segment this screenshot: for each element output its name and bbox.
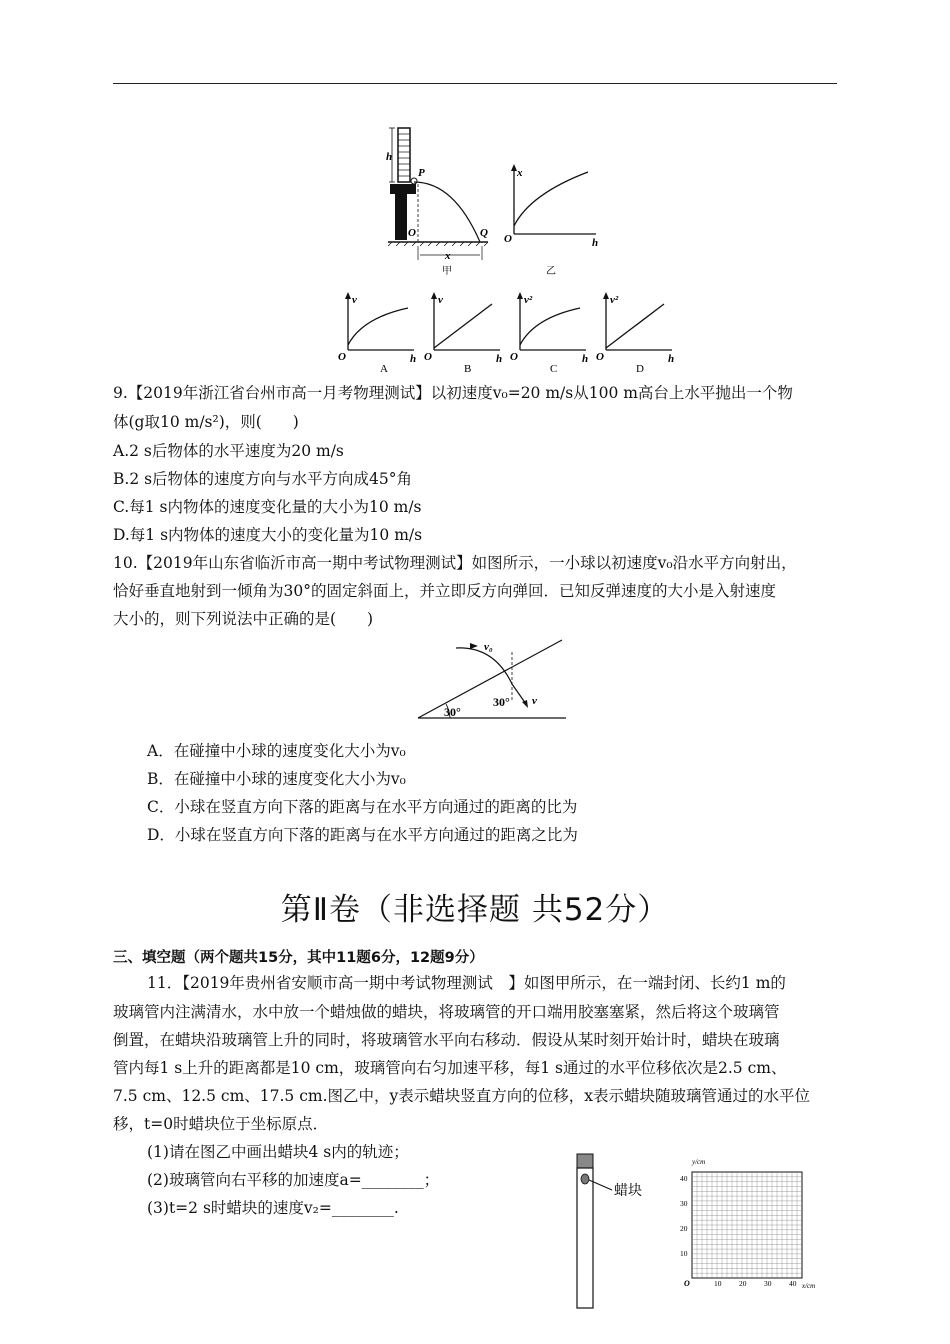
figure-tube <box>572 1152 662 1312</box>
q10-option-b: B．在碰撞中小球的速度变化大小为v₀ <box>147 770 406 788</box>
caption-yi: 乙 <box>546 266 556 277</box>
svg-text:O: O <box>338 351 346 363</box>
wax-label: 蜡块 <box>614 1184 642 1199</box>
svg-text:h: h <box>410 353 417 365</box>
q11-line6: 移，t=0时蜡块位于坐标原点． <box>113 1115 329 1133</box>
section-subheading: 三、填空题（两个题共15分，其中11题6分，12题9分） <box>113 950 484 966</box>
option-c-label: C <box>550 363 558 375</box>
q11-part3: (3)t=2 s时蜡块的速度v₂=________. <box>147 1199 399 1217</box>
option-graph-b <box>424 290 504 375</box>
svg-text:O: O <box>424 351 432 363</box>
q10-option-d: D．小球在竖直方向下落的距离与在水平方向通过的距离之比为 <box>147 826 578 844</box>
q11-line3: 倒置，在蜡块沿玻璃管上升的同时，将玻璃管水平向右移动．假设从某时刻开始计时，蜡块在玻璃 <box>113 1031 780 1049</box>
q9-stem-line1: 9.【2019年浙江省台州市高一月考物理测试】以初速度v₀=20 m/s从100 m高台上水平抛出一个物 <box>113 384 793 402</box>
figure-yi <box>504 164 604 277</box>
tube-jia <box>398 128 410 182</box>
glass-tube <box>577 1168 593 1308</box>
q10-stem-line3: 大小的，则下列说法中正确的是( ) <box>113 610 374 628</box>
q9-option-a: A.2 s后物体的水平速度为20 m/s <box>113 442 344 460</box>
figure-incline <box>416 638 576 723</box>
svg-text:h: h <box>668 353 675 365</box>
option-a-label: A <box>380 363 388 375</box>
label-h: h <box>386 151 393 163</box>
option-d-label: D <box>636 363 644 375</box>
ball-path <box>456 648 512 684</box>
label-q: Q <box>480 227 488 239</box>
ytick-40: 40 <box>680 1174 688 1183</box>
svg-text:v²: v² <box>610 294 619 306</box>
header-rule <box>113 83 837 84</box>
ytick-10: 10 <box>680 1249 688 1258</box>
option-graph-a <box>338 290 418 375</box>
ball <box>411 178 417 184</box>
q9-option-d: D.每1 s内物体的速度大小的变化量为10 m/s <box>113 526 423 544</box>
q9-stem-line2: 体(g取10 m/s²)，则( ) <box>113 413 299 431</box>
xtick-30: 30 <box>764 1279 772 1288</box>
grid-ylabel: y/cm <box>692 1158 706 1166</box>
q11-line1: 11．【2019年贵州省安顺市高一期中考试物理测试 】如图甲所示，在一端封闭、长约1 m的 <box>147 974 786 992</box>
wax-block <box>581 1174 589 1184</box>
grid-origin: O <box>684 1279 690 1288</box>
section-title: 第Ⅱ卷（非选择题 共52分） <box>280 892 670 928</box>
ytick-20: 20 <box>680 1224 688 1233</box>
q11-line4: 管内每1 s上升的距离都是10 cm，玻璃管向右匀加速平移，每1 s通过的水平位移依次是2.5 cm、 <box>113 1059 787 1077</box>
svg-text:v²: v² <box>524 294 533 306</box>
xtick-40: 40 <box>789 1279 797 1288</box>
option-b-label: B <box>464 363 472 375</box>
svg-text:h: h <box>582 353 589 365</box>
q11-line5: 7.5 cm、12.5 cm、17.5 cm.图乙中，y表示蜡块竖直方向的位移，x表示蜡块随玻璃管通过的水平位 <box>113 1087 811 1105</box>
q11-part1: (1)请在图乙中画出蜡块4 s内的轨迹； <box>147 1143 409 1161</box>
svg-text:v: v <box>438 294 443 306</box>
xtick-20: 20 <box>739 1279 747 1288</box>
svg-text:O: O <box>510 351 518 363</box>
v-label: v <box>532 695 537 707</box>
label-p: P <box>418 167 425 179</box>
tower-body <box>395 194 407 240</box>
angle-base-label: 30° <box>444 705 461 719</box>
q10-stem-line1: 10.【2019年山东省临沂市高一期中考试物理测试】如图所示，一小球以初速度v₀沿水平方向射出， <box>113 554 797 572</box>
figure-grid <box>676 1152 816 1292</box>
trajectory <box>414 182 480 242</box>
xtick-10: 10 <box>714 1279 722 1288</box>
label-o: O <box>408 227 416 239</box>
q10-stem-line2: 恰好垂直地射到一倾角为30°的固定斜面上，并立即反方向弹回．已知反弹速度的大小是入射速度 <box>113 582 776 600</box>
svg-text:v: v <box>352 294 357 306</box>
yi-curve <box>514 172 588 226</box>
grid-xlabel: x/cm <box>802 1282 816 1290</box>
tube-stopper <box>577 1154 593 1168</box>
tower-top <box>390 184 416 194</box>
v0-label: v₀ <box>484 641 493 653</box>
q11-line2: 玻璃管内注满清水，水中放一个蜡烛做的蜡块，将玻璃管的开口端用胶塞塞紧，然后将这个玻璃管 <box>113 1003 780 1021</box>
yi-x-label: x <box>517 167 523 179</box>
option-graph-d <box>596 290 676 375</box>
label-x: x <box>445 250 451 262</box>
svg-text:O: O <box>596 351 604 363</box>
option-graph-c <box>510 290 590 375</box>
ytick-30: 30 <box>680 1199 688 1208</box>
caption-jia: 甲 <box>442 266 452 277</box>
angle-ball-label: 30° <box>493 695 510 709</box>
q10-option-a: A．在碰撞中小球的速度变化大小为v₀ <box>147 742 406 760</box>
q11-part2: (2)玻璃管向右平移的加速度a=________； <box>147 1171 440 1189</box>
yi-h-label: h <box>592 237 599 249</box>
figure-jia <box>384 124 504 277</box>
yi-origin: O <box>504 233 512 245</box>
svg-text:h: h <box>496 353 503 365</box>
q9-option-b: B.2 s后物体的速度方向与水平方向成45°角 <box>113 470 413 488</box>
q9-option-c: C.每1 s内物体的速度变化量的大小为10 m/s <box>113 498 422 516</box>
q10-option-c: C．小球在竖直方向下落的距离与在水平方向通过的距离的比为 <box>147 798 578 816</box>
